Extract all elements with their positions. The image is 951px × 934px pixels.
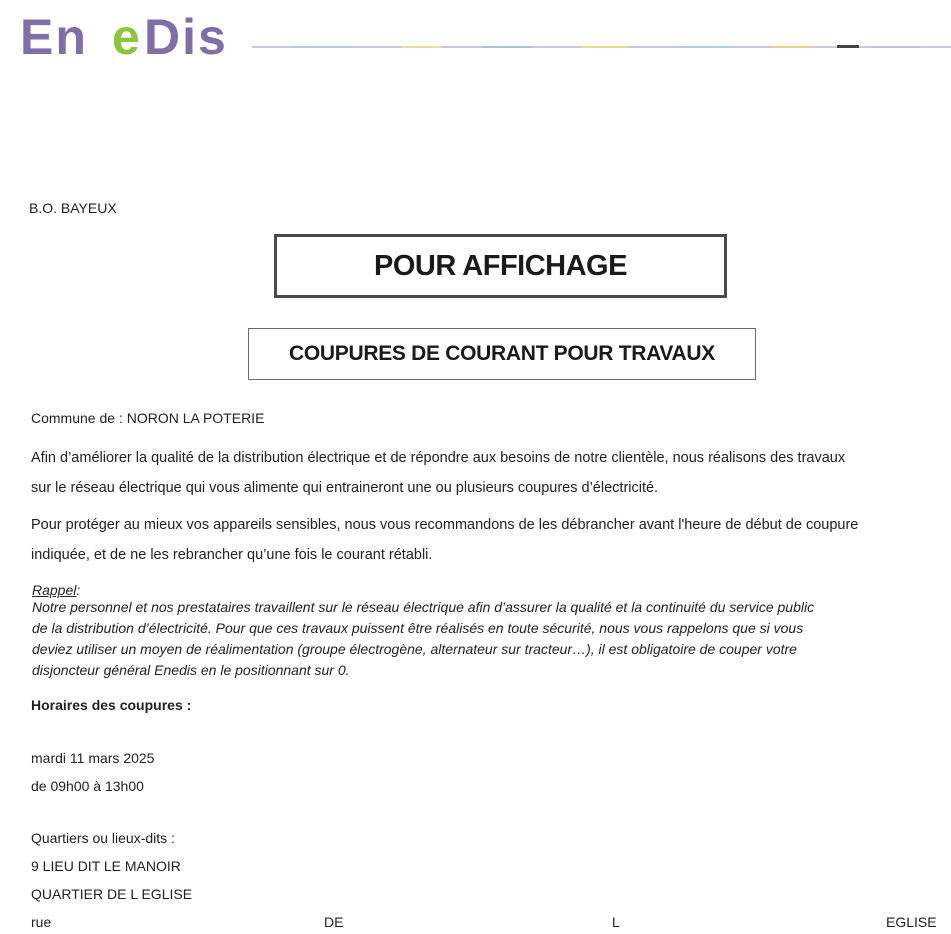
- office-name: B.O. BAYEUX: [29, 200, 117, 216]
- svg-text:En: En: [20, 9, 88, 62]
- rappel-line: Notre personnel et nos prestataires travaillent sur le réseau électrique afin d’assurer la qualité et la continuité du service public: [32, 599, 815, 615]
- outage-hours: de 09h00 à 13h00: [31, 778, 144, 794]
- main-title: POUR AFFICHAGE: [374, 249, 627, 282]
- protection-line: indiquée, et de ne les rebrancher qu’une fois le courant rétabli.: [31, 547, 433, 563]
- place-item: 9 LIEU DIT LE MANOIR: [31, 858, 181, 874]
- svg-text:Dis: Dis: [144, 9, 228, 62]
- rappel-line: disjoncteur général Enedis en le positionnant sur 0.: [32, 662, 350, 678]
- schedule-title: Horaires des coupures :: [31, 697, 192, 713]
- main-title-box: [274, 234, 727, 298]
- protection-line: Pour protéger au mieux vos appareils sensibles, nous vous recommandons de les débrancher avant l'heure de début de coupure: [31, 517, 859, 533]
- rappel-line: de la distribution d’électricité. Pour que ces travaux puissent être réalisés en toute sécurité, nous vous rappelons que si vous: [32, 620, 804, 636]
- header-decorative-line: [252, 44, 951, 50]
- intro-line: sur le réseau électrique qui vous alimente qui entraineront une ou plusieurs coupures d’électricité.: [31, 480, 659, 496]
- svg-text:e: e: [112, 9, 140, 62]
- enedis-logo: [20, 6, 236, 62]
- street-word: DE: [324, 914, 344, 930]
- street-word: rue: [31, 914, 52, 930]
- street-word: L: [612, 914, 620, 930]
- rappel-label: Rappel:: [32, 582, 81, 598]
- subtitle: COUPURES DE COURANT POUR TRAVAUX: [289, 342, 715, 365]
- outage-date: mardi 11 mars 2025: [31, 750, 155, 766]
- place-item: QUARTIER DE L EGLISE: [31, 886, 193, 902]
- places-label: Quartiers ou lieux-dits :: [31, 830, 175, 846]
- intro-line: Afin d’améliorer la qualité de la distribution électrique et de répondre aux besoins de notre clientèle, nous réalisons des travaux: [31, 450, 846, 466]
- intro-paragraph: [31, 443, 845, 503]
- subtitle-box: [248, 328, 756, 380]
- rappel-paragraph: [32, 597, 814, 681]
- protection-paragraph: [31, 510, 858, 570]
- commune-line: Commune de : NORON LA POTERIE: [31, 410, 265, 426]
- street-word: EGLISE: [886, 914, 937, 930]
- rappel-line: deviez utiliser un moyen de réalimentation (groupe électrogène, alternateur sur tracteur…), il est obligatoire de couper votre: [32, 641, 797, 657]
